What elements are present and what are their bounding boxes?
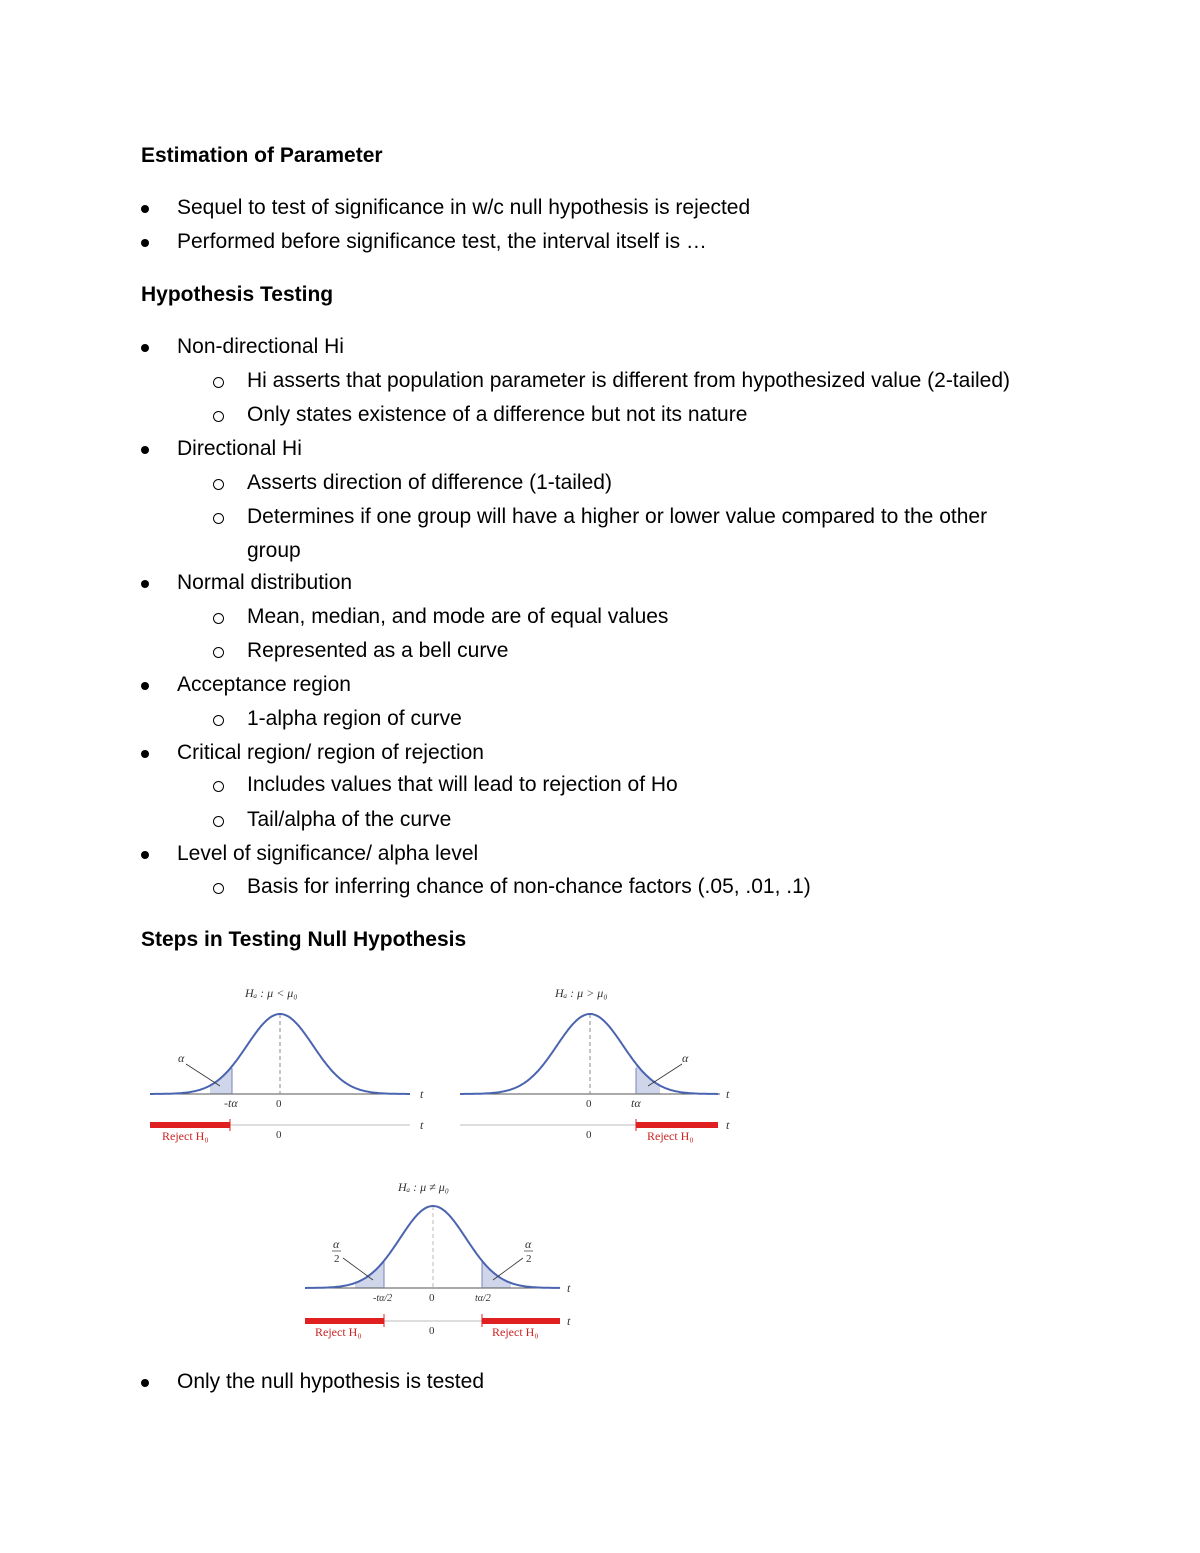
zero-label: 0 [586, 1129, 592, 1141]
axis-label: t [726, 1087, 730, 1101]
zero-label: 0 [429, 1325, 435, 1337]
bell-curve [150, 1014, 410, 1094]
rejection-region-bar-right [482, 1318, 560, 1324]
heading-hypothesis-testing: Hypothesis Testing [141, 283, 334, 306]
circle-bullet-icon [213, 377, 224, 388]
bullet-icon [141, 1379, 149, 1387]
document-page: Estimation of Parameter Sequel to test of significance in w/c null hypothesis is rejected Performed before significance test, the interval itself is … Hypothesis Testing Non-directional Hi Hi asserts that population parameter is different from hypothesized value (2-tailed) Only states existence of a difference but not its nature Directional Hi Asserts direction of difference (1-tailed) Determines if one group will have a higher or lower value compared to the other group Normal distribution Mean, median, and mode are of equal values Represented as a bell curve Acceptance region 1-alpha region of curve Critical region/ region of rejection Includes values that will lead to rejection of Ho Tail/alpha of the curve Level of significance/ alpha level Basis for inferring chance of non-chance factors (.05, .01, .1) Steps in Testing Null Hypothesis Hₐ : μ < μ₀ α t -tα 0 t Reject H₀ 0 Hₐ : μ > μ₀ α t 0 tα t 0 Reject H₀ Hₐ : μ ≠ μ₀ α 2 α 2 t -tα/2 0 tα/2 t Reject H₀ 0 Reject H₀ Only the null hypothesis is tested [141, 144, 1011, 1393]
reject-label-right: Reject H₀ [492, 1325, 539, 1339]
sub-list-item-continuation: group [247, 539, 301, 562]
alpha-label: α [178, 1051, 185, 1065]
axis-label: t [420, 1118, 424, 1132]
reject-label: Reject H₀ [162, 1129, 209, 1143]
reject-label: Reject H₀ [647, 1129, 694, 1143]
circle-bullet-icon [213, 411, 224, 422]
circle-bullet-icon [213, 613, 224, 624]
bullet-icon [141, 750, 149, 758]
alpha-half-denominator: 2 [526, 1253, 532, 1265]
figure-title: Hₐ : μ > μ₀ [555, 986, 608, 1000]
axis-label: t [726, 1118, 730, 1132]
alpha-label: α [682, 1051, 689, 1065]
heading-steps-in-testing-null-hypothesis: Steps in Testing Null Hypothesis [141, 928, 467, 951]
bullet-icon [141, 239, 149, 247]
circle-bullet-icon [213, 883, 224, 894]
bell-curve [305, 1206, 560, 1288]
bullet-icon [141, 446, 149, 454]
critical-value-left-label: -tα/2 [373, 1293, 393, 1304]
figure-title: Hₐ : μ < μ₀ [245, 986, 298, 1000]
zero-label: 0 [276, 1129, 282, 1141]
circle-bullet-icon [213, 816, 224, 827]
two-tailed-test-figure [295, 1170, 585, 1345]
bullet-icon [141, 205, 149, 213]
rejection-region-bar-left [305, 1318, 384, 1324]
figure-title: Hₐ : μ ≠ μ₀ [398, 1180, 449, 1194]
circle-bullet-icon [213, 479, 224, 490]
alpha-pointer-left [343, 1258, 373, 1280]
circle-bullet-icon [213, 781, 224, 792]
zero-label: 0 [586, 1098, 592, 1110]
axis-label: t [567, 1314, 571, 1328]
bullet-icon [141, 580, 149, 588]
circle-bullet-icon [213, 513, 224, 524]
alpha-half-numerator: α [333, 1237, 340, 1251]
zero-label: 0 [429, 1292, 435, 1304]
reject-label-left: Reject H₀ [315, 1325, 362, 1339]
alpha-half-denominator: 2 [334, 1253, 340, 1265]
alpha-half-numerator: α [525, 1237, 532, 1251]
bullet-icon [141, 682, 149, 690]
bullet-icon [141, 851, 149, 859]
rejection-region-bar [636, 1122, 718, 1128]
circle-bullet-icon [213, 715, 224, 726]
axis-label: t [567, 1281, 571, 1295]
alpha-pointer-right [493, 1258, 523, 1280]
rejection-region-bar [150, 1122, 230, 1128]
heading-estimation-of-parameter: Estimation of Parameter [141, 144, 383, 167]
critical-value-label: -tα [224, 1096, 238, 1110]
zero-label: 0 [276, 1098, 282, 1110]
alpha-pointer [186, 1064, 220, 1086]
bullet-icon [141, 344, 149, 352]
critical-value-right-label: tα/2 [475, 1293, 491, 1304]
alpha-pointer [648, 1064, 682, 1086]
right-tailed-test-figure [450, 978, 740, 1148]
axis-label: t [420, 1087, 424, 1101]
bell-curve [460, 1014, 718, 1094]
critical-value-label: tα [631, 1096, 641, 1110]
circle-bullet-icon [213, 647, 224, 658]
left-tailed-test-figure [140, 978, 430, 1148]
